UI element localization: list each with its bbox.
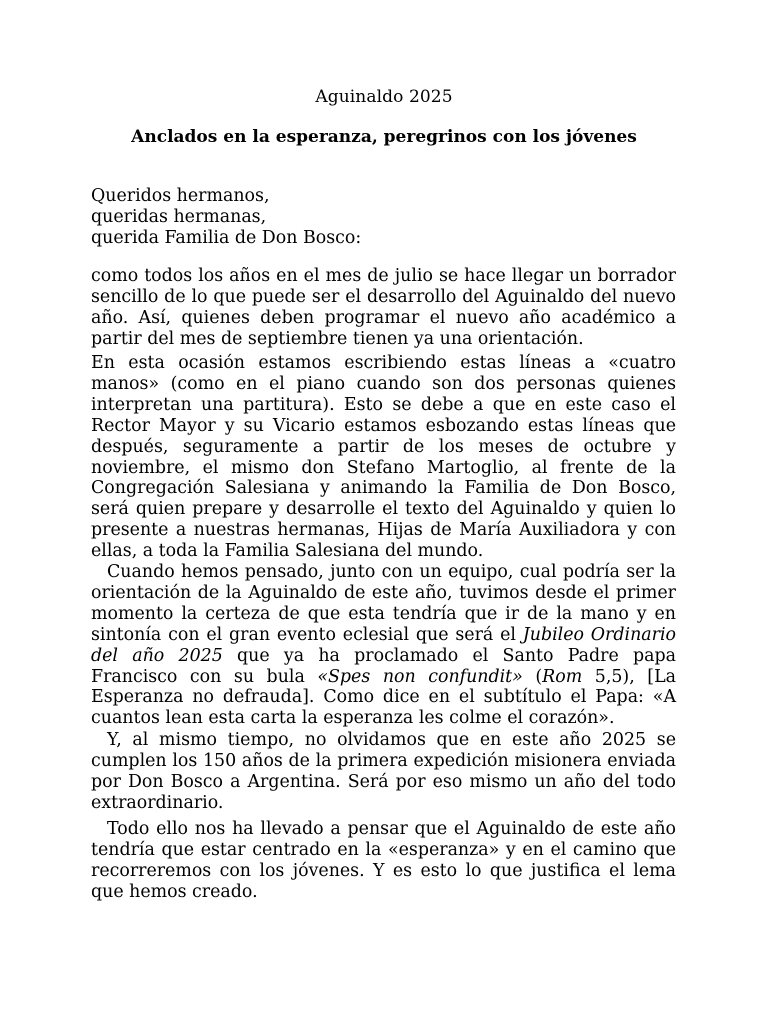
paragraph-4: Y, al mismo tiempo, no olvidamos que en este año 2025 se cumplen los 150 años de la primera expedición misionera enviada por Don Bosco a Argentina. Será por eso mismo un año del todo extraordinario.: [91, 730, 676, 813]
greeting-line: Queridos hermanos,: [91, 186, 270, 206]
paragraph-2: En esta ocasión estamos escribiendo estas líneas a «cuatro manos» (como en el piano cuando son dos personas quienes interpretan una partitura). Esto se debe a que en este caso el Rector Mayor y su Vicario estamos esbozando estas líneas que después, seguramente a partir de los meses de octubre y noviembre, el mismo don Stefano Martoglio, al frente de la Congregación Salesiana y animando la Familia de Don Bosco, será quien prepare y desarrolle el texto del Aguinaldo y quien lo presente a nuestras hermanas, Hijas de María Auxiliadora y con ellas, a toda la Familia Salesiana del mundo.: [91, 353, 676, 562]
paragraph-5: Todo ello nos ha llevado a pensar que el Aguinaldo de este año tendría que estar centrado en la «esperanza» y en el camino que recorreremos con los jóvenes. Y es esto lo que justifica el lema que hemos creado.: [91, 819, 676, 902]
paragraph-3-text: que ya ha proclamado el Santo Padre papa Francisco con su bula: [91, 645, 676, 687]
paragraph-3-text: (: [522, 666, 543, 687]
document-title: Aguinaldo 2025: [315, 87, 453, 107]
greeting-line: queridas hermanas,: [91, 207, 267, 227]
paragraph-3: [91, 562, 676, 729]
jubileo-emphasis: Jubileo Ordinario del año 2025: [91, 624, 676, 666]
document-subtitle: Anclados en la esperanza, peregrinos con los jóvenes: [131, 127, 637, 147]
bula-title: «Spes non confundit»: [317, 666, 523, 687]
paragraph-3-text: 5,5), [La Esperanza no defrauda]. Como dice en el subtítulo el Papa: «A cuantos lean esta carta la esperanza les colme el corazón».: [91, 666, 676, 729]
greeting-line: querida Familia de Don Bosco:: [91, 228, 362, 248]
paragraph-3-text: Cuando hemos pensado, junto con un equipo, cual podría ser la orientación de la Aguinaldo de este año, tuvimos desde el primer momento la certeza de que esta tendría que ir de la mano y en sintonía con el gran evento eclesial que será el: [91, 562, 676, 645]
rom-reference: Rom: [542, 666, 583, 687]
greeting-block: [91, 186, 691, 249]
paragraph-1: como todos los años en el mes de julio se hace llegar un borrador sencillo de lo que puede ser el desarrollo del Aguinaldo del nuevo año. Así, quienes deben programar el nuevo año académico a partir del mes de septiembre tienen ya una orientación.: [91, 266, 676, 349]
